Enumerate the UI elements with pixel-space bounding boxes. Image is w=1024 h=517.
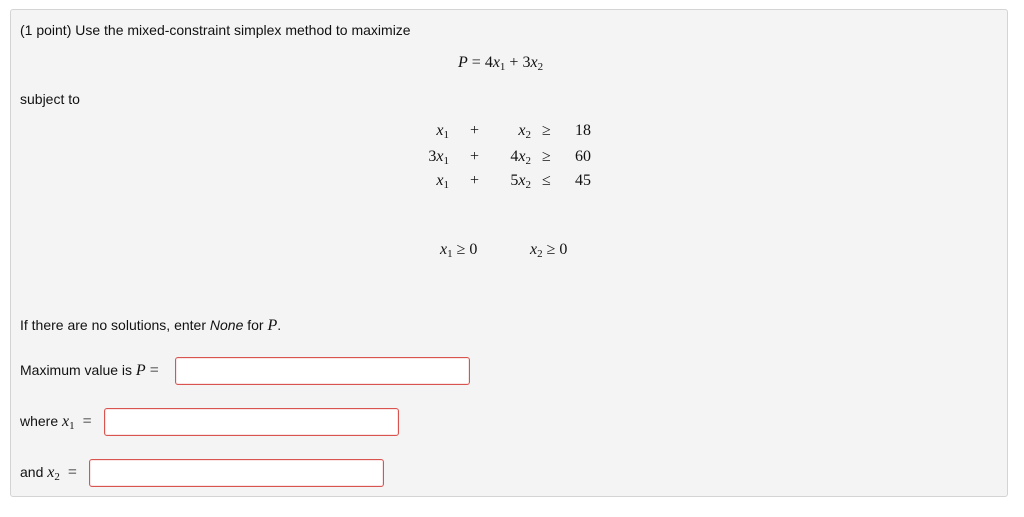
objective-t1-coef: 4 <box>484 54 493 71</box>
nonneg-x2: $x_2 \ge 0$ <box>530 241 568 260</box>
constraint-2-term1: $3x_1$ <box>428 148 449 167</box>
problem-panel <box>10 9 1008 497</box>
constraint-1-term1: $x_1$ <box>436 122 449 141</box>
x1-label: where $x_1$ = <box>20 413 92 432</box>
constraint-3-rel: ≤ <box>542 172 551 189</box>
constraint-3-rhs: 45 <box>575 172 591 189</box>
none-keyword: None <box>209 317 244 333</box>
constraint-2-rel: ≥ <box>542 148 551 165</box>
constraint-3-term2: $5x_2$ <box>510 172 531 191</box>
objective-eq: = <box>471 54 481 71</box>
constraint-2-term2: $4x_2$ <box>510 148 531 167</box>
objective-t1-var: x <box>492 54 500 71</box>
constraint-3-op: + <box>470 172 480 189</box>
objective-op: + <box>509 54 519 71</box>
objective-t2-sub: 2 <box>537 61 544 73</box>
objective-t2-var: x <box>530 54 538 71</box>
max-value-input[interactable] <box>175 357 470 385</box>
constraint-1-rhs: 18 <box>575 122 591 139</box>
constraint-1-op: + <box>470 122 480 139</box>
constraint-3-term1: $x_1$ <box>436 172 449 191</box>
constraint-2-op: + <box>470 148 480 165</box>
x2-input[interactable] <box>89 459 384 487</box>
constraint-1-rel: ≥ <box>542 122 551 139</box>
objective-t2-coef: 3 <box>522 54 531 71</box>
nonneg-x1: $x_1 \ge 0$ <box>440 241 478 260</box>
x1-input[interactable] <box>104 408 399 436</box>
x2-label: and $x_2$ = <box>20 464 77 483</box>
objective-t1-sub: 1 <box>499 61 506 73</box>
constraint-1-term2: $x_2$ <box>518 122 531 141</box>
constraint-2-rhs: 60 <box>575 148 591 165</box>
subject-to-label: subject to <box>20 91 80 107</box>
objective-lhs: P <box>458 54 468 71</box>
objective-function <box>458 54 543 72</box>
no-solution-note: If there are no solutions, enter None for P. <box>20 317 282 334</box>
problem-intro: (1 point) Use the mixed-constraint simplex method to maximize <box>20 22 411 38</box>
max-value-label: Maximum value is P = <box>20 362 159 379</box>
